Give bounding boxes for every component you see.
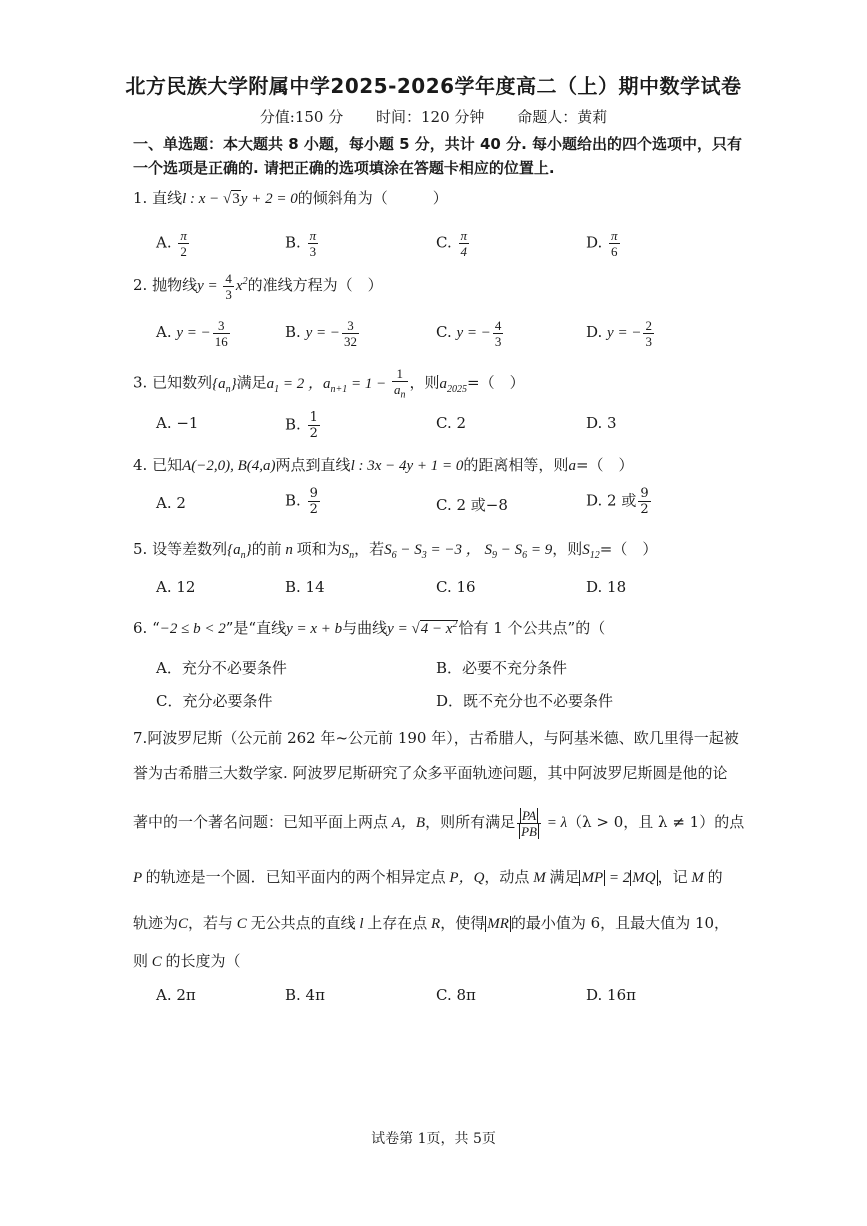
option-label: B.: [285, 491, 301, 510]
option-label: D.: [586, 322, 603, 341]
question-text: 的长度为（: [165, 952, 241, 970]
question-text: （λ > 0，且 λ ≠ 1）的点: [567, 812, 745, 831]
question-text: 轨迹为: [133, 914, 179, 932]
question-1: [133, 187, 448, 208]
exam-title: 北方民族大学附属中学2025-2026学年度高二（上）期中数学试卷: [125, 74, 742, 98]
question-number: 1.: [133, 189, 148, 207]
question-text: 直线: [152, 189, 183, 207]
question-text: 满足: [236, 373, 267, 392]
option-c[interactable]: C. 16: [436, 578, 476, 596]
author-info: 命题人：黄莉: [517, 108, 608, 126]
question-text: 无公共点的直线: [250, 914, 356, 932]
option-d[interactable]: D. 16π: [586, 986, 636, 1004]
option-label: C.: [436, 233, 452, 252]
question-text: 满足: [549, 868, 580, 886]
option-d[interactable]: D. 2 或 $\frac{9}{2}$: [586, 486, 649, 517]
question-text: 与曲线: [342, 619, 388, 637]
option-label: D.: [586, 233, 603, 252]
question-text: 已知数列: [152, 373, 213, 392]
question-3: 3. 已知数列$\{a_n\}$满足$a_1 = 2$ ，$a_{n+1} = 1$ − $\frac{1}{a_n}$ ，则$a_{2025}=$（ ）: [133, 366, 525, 401]
option-d[interactable]: D. y = − $\frac{2}{3}$: [586, 318, 652, 349]
question-6: 6. “−2 ≤ b < 2”是“直线y = x + b与曲线$y = √4 - x^2$恰有 1 个公共点”的（: [133, 619, 606, 637]
question-text: =（ ）: [599, 540, 658, 558]
question-7-line-3: 著中的一个著名问题：已知平面上两点 A，B，则所有满足 $\frac{PA}{PB}$ = λ（λ > 0，且 λ ≠ 1）的点: [133, 808, 745, 839]
option-d[interactable]: D. 3: [586, 414, 617, 432]
option-c[interactable]: C. $\frac{\pi}{4}$: [436, 228, 468, 259]
option-a[interactable]: A. $\frac{\pi}{2}$: [156, 228, 187, 259]
question-7-line-2: 誉为古希腊三大数学家. 阿波罗尼斯研究了众多平面轨迹问题，其中阿波罗尼斯圆是他的论: [133, 764, 728, 782]
question-5: 5. 设等差数列$\{a_n\}$的前 n 项和为$S_n$，若$S_6 - S_3 = -3$ ， $S_9 - S_6 = 9$，则$S_{12}=$（ ）: [133, 540, 658, 561]
option-a[interactable]: A. y = − $\frac{3}{16}$: [156, 318, 228, 349]
question-text: 的距离相等，则: [463, 456, 569, 474]
option-d[interactable]: D. 18: [586, 578, 627, 596]
question-number: 5.: [133, 540, 148, 558]
question-text: 的准线方程为（ ）: [247, 275, 383, 294]
option-label: D. 2 或: [586, 491, 637, 510]
question-number: 3.: [133, 373, 148, 392]
question-number: 2.: [133, 275, 148, 294]
question-7-line-5: 轨迹为C，若与 C 无公共点的直线 l 上存在点 R，使得 MR 的最小值为 6，且最大值为 10，: [133, 914, 730, 932]
question-text: “: [152, 619, 160, 637]
question-7-line-4: P 的轨迹是一个圆．已知平面内的两个相异定点 P，Q，动点 M 满足 MP = 2 MQ ，记 M 的: [133, 868, 723, 886]
question-text: ，则: [552, 540, 583, 558]
question-number: 4.: [133, 456, 148, 474]
option-d[interactable]: D．既不充分也不必要条件: [436, 692, 614, 710]
page-footer: 试卷第 1页，共 5页: [371, 1131, 496, 1147]
option-label: A.: [156, 233, 172, 252]
option-label: A.: [156, 322, 172, 341]
question-number: 6.: [133, 619, 148, 637]
option-c[interactable]: C．充分必要条件: [156, 692, 273, 710]
option-d[interactable]: D. $\frac{\pi}{6}$: [586, 228, 618, 259]
question-text: =（ ）: [575, 456, 634, 474]
question-text: ，若与: [188, 914, 234, 932]
question-7-line-1: [133, 727, 739, 748]
option-b[interactable]: B. 4π: [285, 986, 325, 1004]
option-a[interactable]: A. −1: [156, 414, 199, 432]
score-info: 分值:150 分: [259, 108, 344, 126]
question-number: 7.: [133, 729, 148, 747]
question-text: 恰有 1 个公共点”的（: [458, 619, 606, 637]
section-heading: 一、单选题：本大题共 8 小题，每小题 5 分，共计 40 分. 每小题给出的四个选项中，只有一个选项是正确的. 请把正确的选项填涂在答题卡相应的位置上.: [133, 135, 743, 177]
question-text: 阿波罗尼斯（公元前 262 年~公元前 190 年），古希腊人，与阿基米德、欧几里得一起被: [147, 729, 739, 747]
question-text: ”是“直线: [225, 619, 287, 637]
question-text: 已知: [152, 456, 183, 474]
question-text: 的倾斜角为（ ）: [297, 189, 448, 207]
question-text: 的轨迹是一个圆．已知平面内的两个相异定点: [145, 868, 446, 886]
option-a[interactable]: A. 2π: [156, 986, 196, 1004]
question-2: [133, 271, 383, 302]
question-7-line-6: 则 C 的长度为（: [133, 952, 241, 970]
option-b[interactable]: B. $\frac{1}{2}$: [285, 410, 318, 441]
question-text: 的最小值为 6，且最大值为 10，: [510, 914, 730, 932]
option-b[interactable]: B. $\frac{\pi}{3}$: [285, 228, 317, 259]
question-text: ，动点: [484, 868, 530, 886]
math-expr: y = $\frac{4}{3}$ $x^2$: [197, 271, 248, 302]
option-a[interactable]: A. 12: [156, 578, 196, 596]
question-4: 4. 已知A(−2,0), B(4,a)两点到直线l : 3x − 4y + 1 = 0的距离相等，则a=（ ）: [133, 456, 634, 474]
option-c[interactable]: C. 8π: [436, 986, 476, 1004]
option-b[interactable]: B．必要不充分条件: [436, 659, 568, 677]
question-text: 著中的一个著名问题：已知平面上两点: [133, 812, 389, 831]
option-c[interactable]: C. y = − $\frac{4}{3}$: [436, 318, 502, 349]
math-expr: l : x − √3y + 2 = 0: [182, 191, 298, 207]
option-b[interactable]: B. y = − $\frac{3}{32}$: [285, 318, 357, 349]
question-text: ，记: [657, 868, 688, 886]
time-info: 时间：120 分钟: [376, 108, 485, 126]
question-text: 上存在点: [367, 914, 428, 932]
question-text: =（ ）: [467, 373, 525, 392]
question-text: ，则所有满足: [425, 812, 516, 831]
option-a[interactable]: A. 2: [156, 494, 186, 512]
question-text: ，使得: [440, 914, 486, 932]
option-b[interactable]: B. 14: [285, 578, 325, 596]
exam-meta: [0, 106, 867, 127]
question-text: 抛物线: [152, 275, 198, 294]
option-b[interactable]: B. $\frac{9}{2}$: [285, 486, 318, 517]
question-text: 两点到直线: [275, 456, 351, 474]
option-label: B.: [285, 415, 301, 434]
question-text: 的: [707, 868, 723, 886]
option-label: B.: [285, 233, 301, 252]
option-label: B.: [285, 322, 301, 341]
option-c[interactable]: C. 2: [436, 414, 467, 432]
question-text: ，若: [354, 540, 385, 558]
question-text: 的前: [251, 540, 282, 558]
question-text: 则: [133, 952, 149, 970]
option-c[interactable]: C. 2 或−8: [436, 496, 508, 514]
option-label: C.: [436, 322, 452, 341]
option-a[interactable]: A．充分不必要条件: [156, 659, 287, 677]
question-text: ，则: [409, 373, 440, 392]
question-text: 设等差数列: [152, 540, 228, 558]
question-text: 项和为: [296, 540, 342, 558]
